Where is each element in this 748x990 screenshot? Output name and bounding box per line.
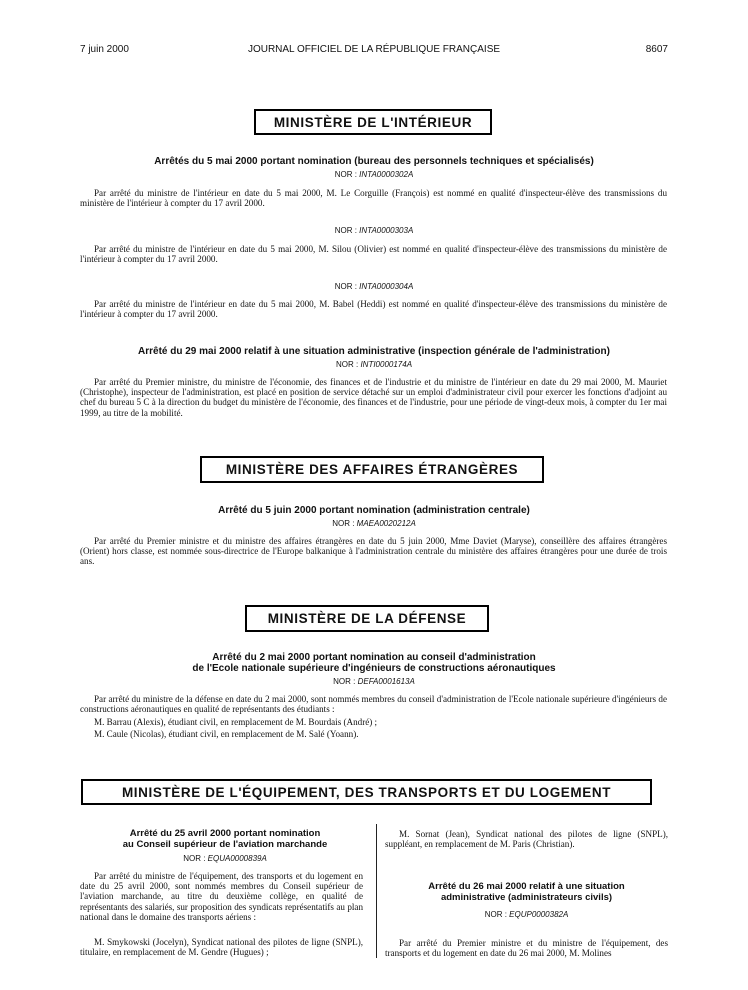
nor-code: EQUA0000839A xyxy=(207,854,267,863)
header-date: 7 juin 2000 xyxy=(80,44,129,55)
nor-code: INTA0000302A xyxy=(359,170,414,179)
ministry-heading-interieur: MINISTÈRE DE L'INTÉRIEUR xyxy=(254,109,492,135)
arrete-title-conseil-superieur: au Conseil supérieur de l'aviation marchande xyxy=(122,839,328,850)
nor-label: NOR : xyxy=(334,282,357,291)
nor-reference xyxy=(0,282,748,291)
nor-reference xyxy=(0,519,748,528)
arrete-title-conseil-administration: Arrêté du 2 mai 2000 portant nomination au conseil d'administration xyxy=(212,652,536,663)
arrete-title-administrateurs-civils: Arrêté du 26 mai 2000 relatif à une situation xyxy=(428,881,625,892)
nor-code: INTA0000304A xyxy=(359,282,414,291)
paragraph: Par arrêté du ministre de l'intérieur en date du 5 mai 2000, M. Babel (Heddi) est nommé en qualité d'inspecteur-élève des transmissions du ministère de l'intérieur à compter du 17 avril 2000. xyxy=(80,299,667,320)
arrete-title-administrative: administrative (administrateurs civils) xyxy=(440,892,613,903)
arrete-title-aviation-marchande: Arrêté du 25 avril 2000 portant nomination xyxy=(129,828,321,839)
nor-label: NOR : xyxy=(183,854,206,863)
nor-code: DEFA0001613A xyxy=(357,677,415,686)
arrete-title-ensica: de l'Ecole nationale supérieure d'ingénieurs de constructions aéronautiques xyxy=(192,663,556,674)
nor-reference xyxy=(0,170,748,179)
arrete-title-bureau-personnels: Arrêtés du 5 mai 2000 portant nomination (bureau des personnels techniques et spécialisés) xyxy=(154,156,594,167)
nor-reference xyxy=(0,226,748,235)
paragraph: Par arrêté du Premier ministre, du ministre de l'économie, des finances et de l'industrie et du ministre de l'intérieur en date du 29 mai 2000, M. Mauriet (Christophe), inspecteur de l'administration, est placé en position de service détaché sur un emploi d'administrateur civil pour exercer les fonctions d'adjoint au chef du bureau 5 C à la direction du budget du ministère de l'économie, des finances et de l'industrie, pour une période de vingt-deux mois, à compter du 1er mai 1999, au titre de la mobilité. xyxy=(80,377,667,418)
nor-label: NOR : xyxy=(334,170,357,179)
list-item: M. Sornat (Jean), Syndicat national des pilotes de ligne (SNPL), suppléant, en remplacement de M. Paris (Christian). xyxy=(385,829,668,850)
list-item: M. Barrau (Alexis), étudiant civil, en remplacement de M. Bourdais (André) ; xyxy=(94,717,378,727)
ministry-heading-etrangeres: MINISTÈRE DES AFFAIRES ÉTRANGÈRES xyxy=(200,456,544,483)
column-divider xyxy=(376,824,377,958)
paragraph: Par arrêté du Premier ministre et du ministre de l'équipement, des transports et du logement en date du 26 mai 2000, M. Molines xyxy=(385,938,668,959)
paragraph: Par arrêté du ministre de l'intérieur en date du 5 mai 2000, M. Le Corguille (François) est nommé en qualité d'inspecteur-élève des transmissions du ministère de l'intérieur à compter du 17 avril 2000. xyxy=(80,188,667,209)
list-item: M. Caule (Nicolas), étudiant civil, en remplacement de M. Salé (Yoann). xyxy=(94,729,359,739)
paragraph: Par arrêté du ministre de l'équipement, des transports et du logement en date du 25 avril 2000, sont nommés membres du Conseil supérieur de l'aviation marchande, au titre du deuxième collège, en qualité de représentants des salariés, sur proposition des syndicats représentatifs au plan national dans le domaine des transports aériens : xyxy=(80,871,363,922)
ministry-heading-defense: MINISTÈRE DE LA DÉFENSE xyxy=(245,605,489,632)
arrete-title-inspection-generale: Arrêté du 29 mai 2000 relatif à une situation administrative (inspection générale de l'administration) xyxy=(138,346,610,357)
nor-reference xyxy=(385,910,668,919)
nor-code: EQUP0000382A xyxy=(509,910,569,919)
nor-label: NOR : xyxy=(484,910,507,919)
journal-title: JOURNAL OFFICIEL DE LA RÉPUBLIQUE FRANÇAISE xyxy=(247,44,501,55)
paragraph: Par arrêté du Premier ministre et du ministre des affaires étrangères en date du 5 juin 2000, Mme Daviet (Maryse), conseillère des affaires étrangères (Orient) hors classe, est nommée sous-directrice de l'Europe balkanique à l'administration centrale du ministère des affaires étrangères pour une durée de trois ans. xyxy=(80,536,667,567)
nor-label: NOR : xyxy=(334,226,357,235)
nor-label: NOR : xyxy=(333,677,356,686)
paragraph: Par arrêté du ministre de l'intérieur en date du 5 mai 2000, M. Silou (Olivier) est nommé en qualité d'inspecteur-élève des transmissions du ministère de l'intérieur à compter du 17 avril 2000. xyxy=(80,244,667,265)
arrete-title-administration-centrale: Arrêté du 5 juin 2000 portant nomination (administration centrale) xyxy=(218,505,530,516)
nor-code: MAEA0020212A xyxy=(356,519,416,528)
paragraph: Par arrêté du ministre de la défense en date du 2 mai 2000, sont nommés membres du conseil d'administration de l'Ecole nationale supérieure d'ingénieurs de constructions aéronautiques en qualité de représentants des étudiants : xyxy=(80,694,667,715)
nor-label: NOR : xyxy=(332,519,355,528)
nor-code: INTA0000303A xyxy=(359,226,414,235)
page-number: 8607 xyxy=(645,44,668,55)
nor-reference xyxy=(80,854,370,863)
nor-code: INTI0000174A xyxy=(360,360,413,369)
nor-reference xyxy=(0,677,748,686)
nor-reference xyxy=(0,360,748,369)
list-item: M. Smykowski (Jocelyn), Syndicat national des pilotes de ligne (SNPL), titulaire, en remplacement de M. Gendre (Hugues) ; xyxy=(80,937,363,958)
nor-label: NOR : xyxy=(335,360,359,369)
ministry-heading-equipement: MINISTÈRE DE L'ÉQUIPEMENT, DES TRANSPORTS ET DU LOGEMENT xyxy=(81,779,652,805)
